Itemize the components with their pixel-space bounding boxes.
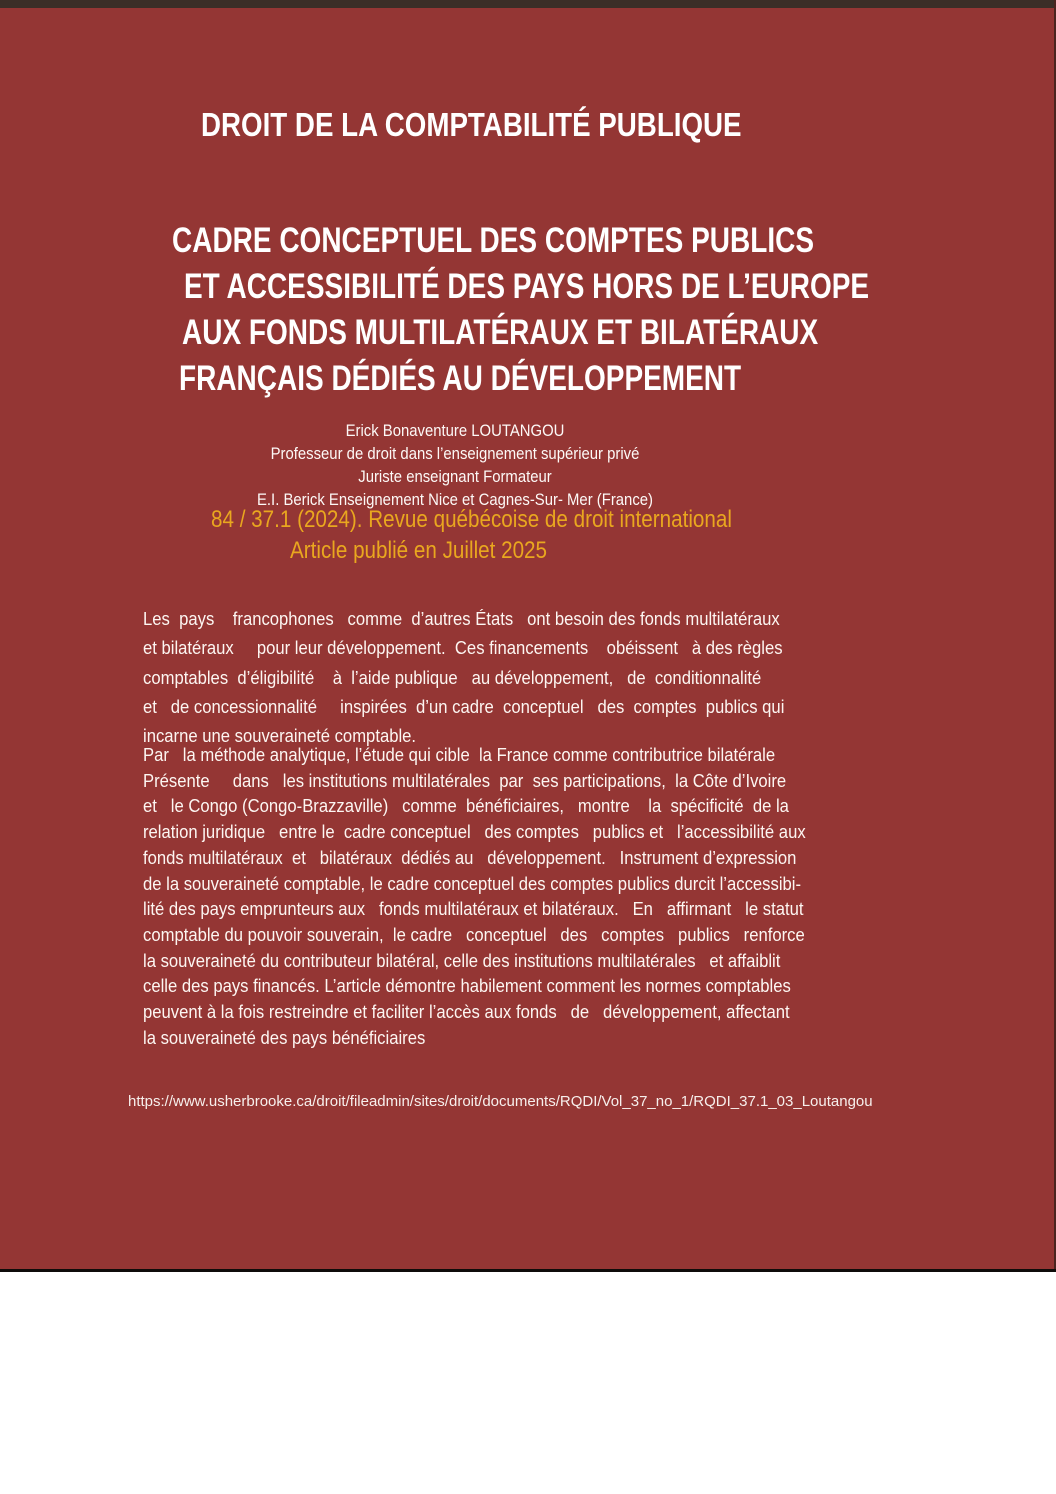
- abstract-line: et le Congo (Congo-Brazzaville) comme bénéficiaires, montre la spécificité de la: [143, 795, 789, 817]
- author-name: Erick Bonaventure LOUTANGOU: [345, 421, 565, 440]
- abstract-line: relation juridique entre le cadre conceptuel des comptes publics et l’accessibilité aux: [143, 821, 806, 843]
- abstract-line: la souveraineté des pays bénéficiaires: [143, 1026, 426, 1048]
- abstract-line: la souveraineté du contributeur bilatéral, celle des institutions multilatérales et affaiblit: [143, 949, 781, 971]
- abstract-line: Présente dans les institutions multilatérales par ses participations, la Côte d’Ivoire: [143, 769, 787, 791]
- abstract-line: de la souveraineté comptable, le cadre conceptuel des comptes publics durcit l’accessibi-: [143, 872, 802, 894]
- article-title-line: AUX FONDS MULTILATÉRAUX ET BILATÉRAUX: [182, 313, 819, 352]
- abstract-line: fonds multilatéraux et bilatéraux dédiés au développement. Instrument d’expression: [143, 846, 797, 868]
- abstract-line: peuvent à la fois restreindre et faciliter l’accès aux fonds de développement, affectant: [143, 1001, 790, 1023]
- series-kicker-text: DROIT DE LA COMPTABILITÉ PUBLIQUE: [201, 106, 742, 143]
- article-title-line: CADRE CONCEPTUEL DES COMPTES PUBLICS: [172, 221, 814, 260]
- series-kicker: [201, 106, 844, 144]
- source-url: https://www.usherbrooke.ca/droit/fileadmin/sites/droit/documents/RQDI/Vol_37_no_1/RQDI_37.1_03_Loutangou: [128, 1093, 873, 1110]
- abstract-line: et de concessionnalité inspirées d’un cadre conceptuel des comptes publics qui: [143, 695, 785, 717]
- publication-date: Article publié en Juillet 2025: [290, 537, 548, 564]
- abstract-line: et bilatéraux pour leur développement. Ces financements obéissent à des règles: [143, 637, 783, 659]
- top-bar: [0, 0, 1056, 8]
- article-title-line: FRANÇAIS DÉDIÉS AU DÉVELOPPEMENT: [179, 359, 742, 398]
- author-affiliation: E.I. Berick Enseignement Nice et Cagnes-Sur- Mer (France): [257, 490, 653, 509]
- abstract-line: incarne une souveraineté comptable.: [143, 725, 417, 747]
- abstract-line: lité des pays emprunteurs aux fonds multilatéraux et bilatéraux. En affirmant le statut: [143, 898, 804, 920]
- journal-reference: 84 / 37.1 (2024). Revue québécoise de droit international: [211, 506, 732, 533]
- abstract-paragraph-1: [143, 604, 784, 750]
- bottom-divider: [0, 1269, 1056, 1272]
- article-title: [172, 218, 1040, 402]
- abstract-line: Par la méthode analytique, l’étude qui cible la France comme contributrice bilatérale: [143, 744, 776, 765]
- author-role-2: Juriste enseignant Formateur: [358, 467, 552, 486]
- abstract-line: celle des pays financés. L’article démontre habilement comment les normes comptables: [143, 975, 791, 997]
- abstract-paragraph-2: [143, 742, 806, 1050]
- abstract-line: Les pays francophones comme d’autres États ont besoin des fonds multilatéraux: [143, 608, 780, 629]
- abstract-line: comptables d’éligibilité à l’aide publique au développement, de conditionnalité: [143, 666, 762, 688]
- author-role-1: Professeur de droit dans l’enseignement supérieur privé: [270, 444, 640, 463]
- article-title-line: ET ACCESSIBILITÉ DES PAYS HORS DE L’EUROPE: [184, 267, 870, 306]
- abstract-line: comptable du pouvoir souverain, le cadre conceptuel des comptes publics renforce: [143, 923, 805, 945]
- author-block: [193, 419, 718, 511]
